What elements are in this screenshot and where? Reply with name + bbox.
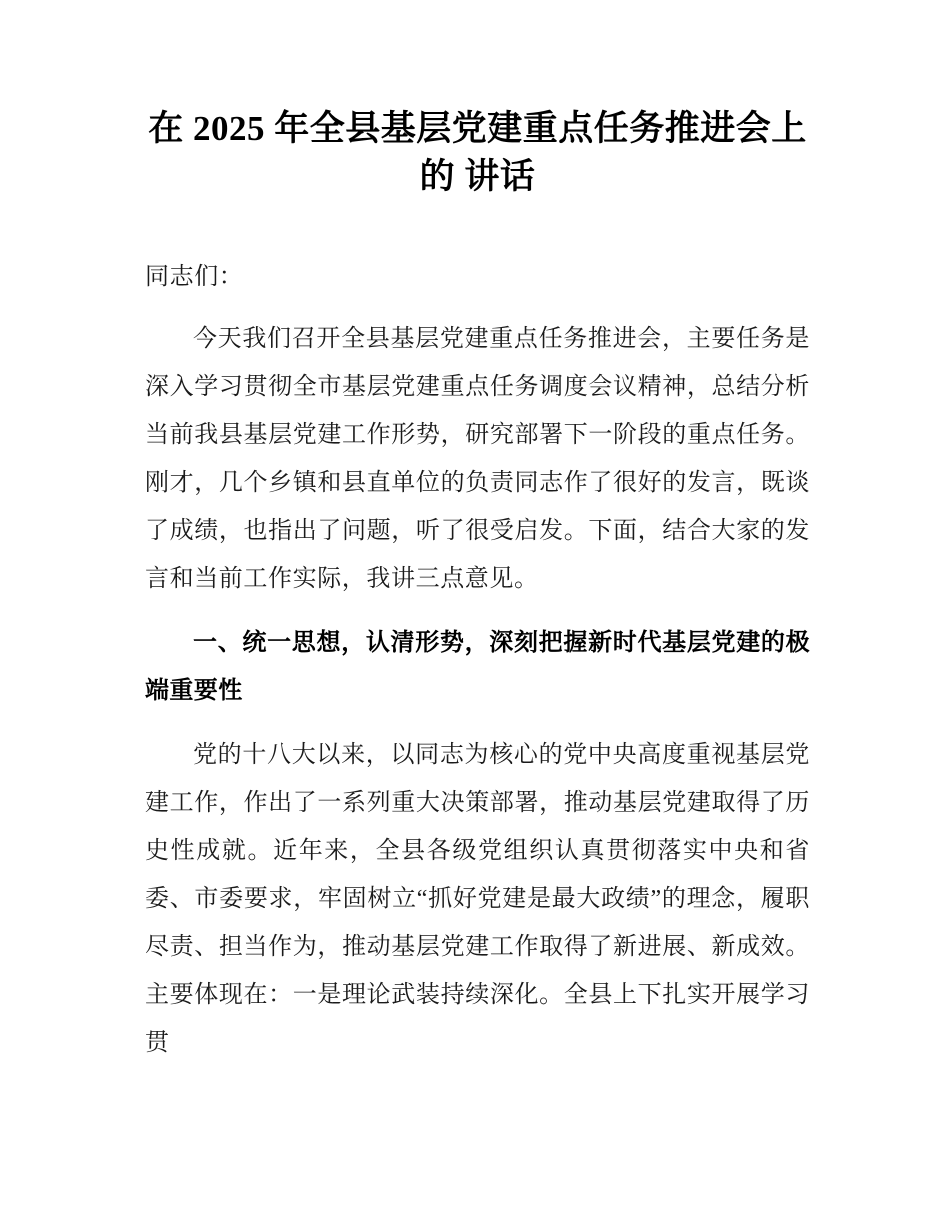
- page-title: [145, 0, 810, 201]
- paragraph-section-one-body: 党的十八大以来，以同志为核心的党中央高度重视基层党建工作，作出了一系列重大决策部署，推动基层党建取得了历史性成就。近年来，全县各级党组织认真贯彻落实中央和省委、市委要求，牢固树立“抓好党建是最大政绩”的理念，履职尽责、担当作为，推动基层党建工作取得了新进展、新成效。主要体现在：一是理论武装持续深化。全县上下扎实开展学习贯: [145, 742, 810, 1056]
- document-body: [145, 201, 810, 1067]
- paragraph-intro: 今天我们召开全县基层党建重点任务推进会，主要任务是深入学习贯彻全市基层党建重点任务调度会议精神，总结分析当前我县基层党建工作形势，研究部署下一阶段的重点任务。刚才，几个乡镇和县直单位的负责同志作了很好的发言，既谈了成绩，也指出了问题，听了很受启发。下面，结合大家的发言和当前工作实际，我讲三点意见。: [145, 326, 810, 592]
- document-content: [145, 0, 810, 1067]
- section-heading-one: 一、统一思想，认清形势，深刻把握新时代基层党建的极端重要性: [145, 629, 810, 704]
- page-title-line-1: 在 2025 年全县基层党建重点任务推进会上的: [148, 109, 807, 196]
- page-title-line-2: 讲话: [464, 157, 536, 196]
- salutation: 同志们：: [145, 264, 244, 290]
